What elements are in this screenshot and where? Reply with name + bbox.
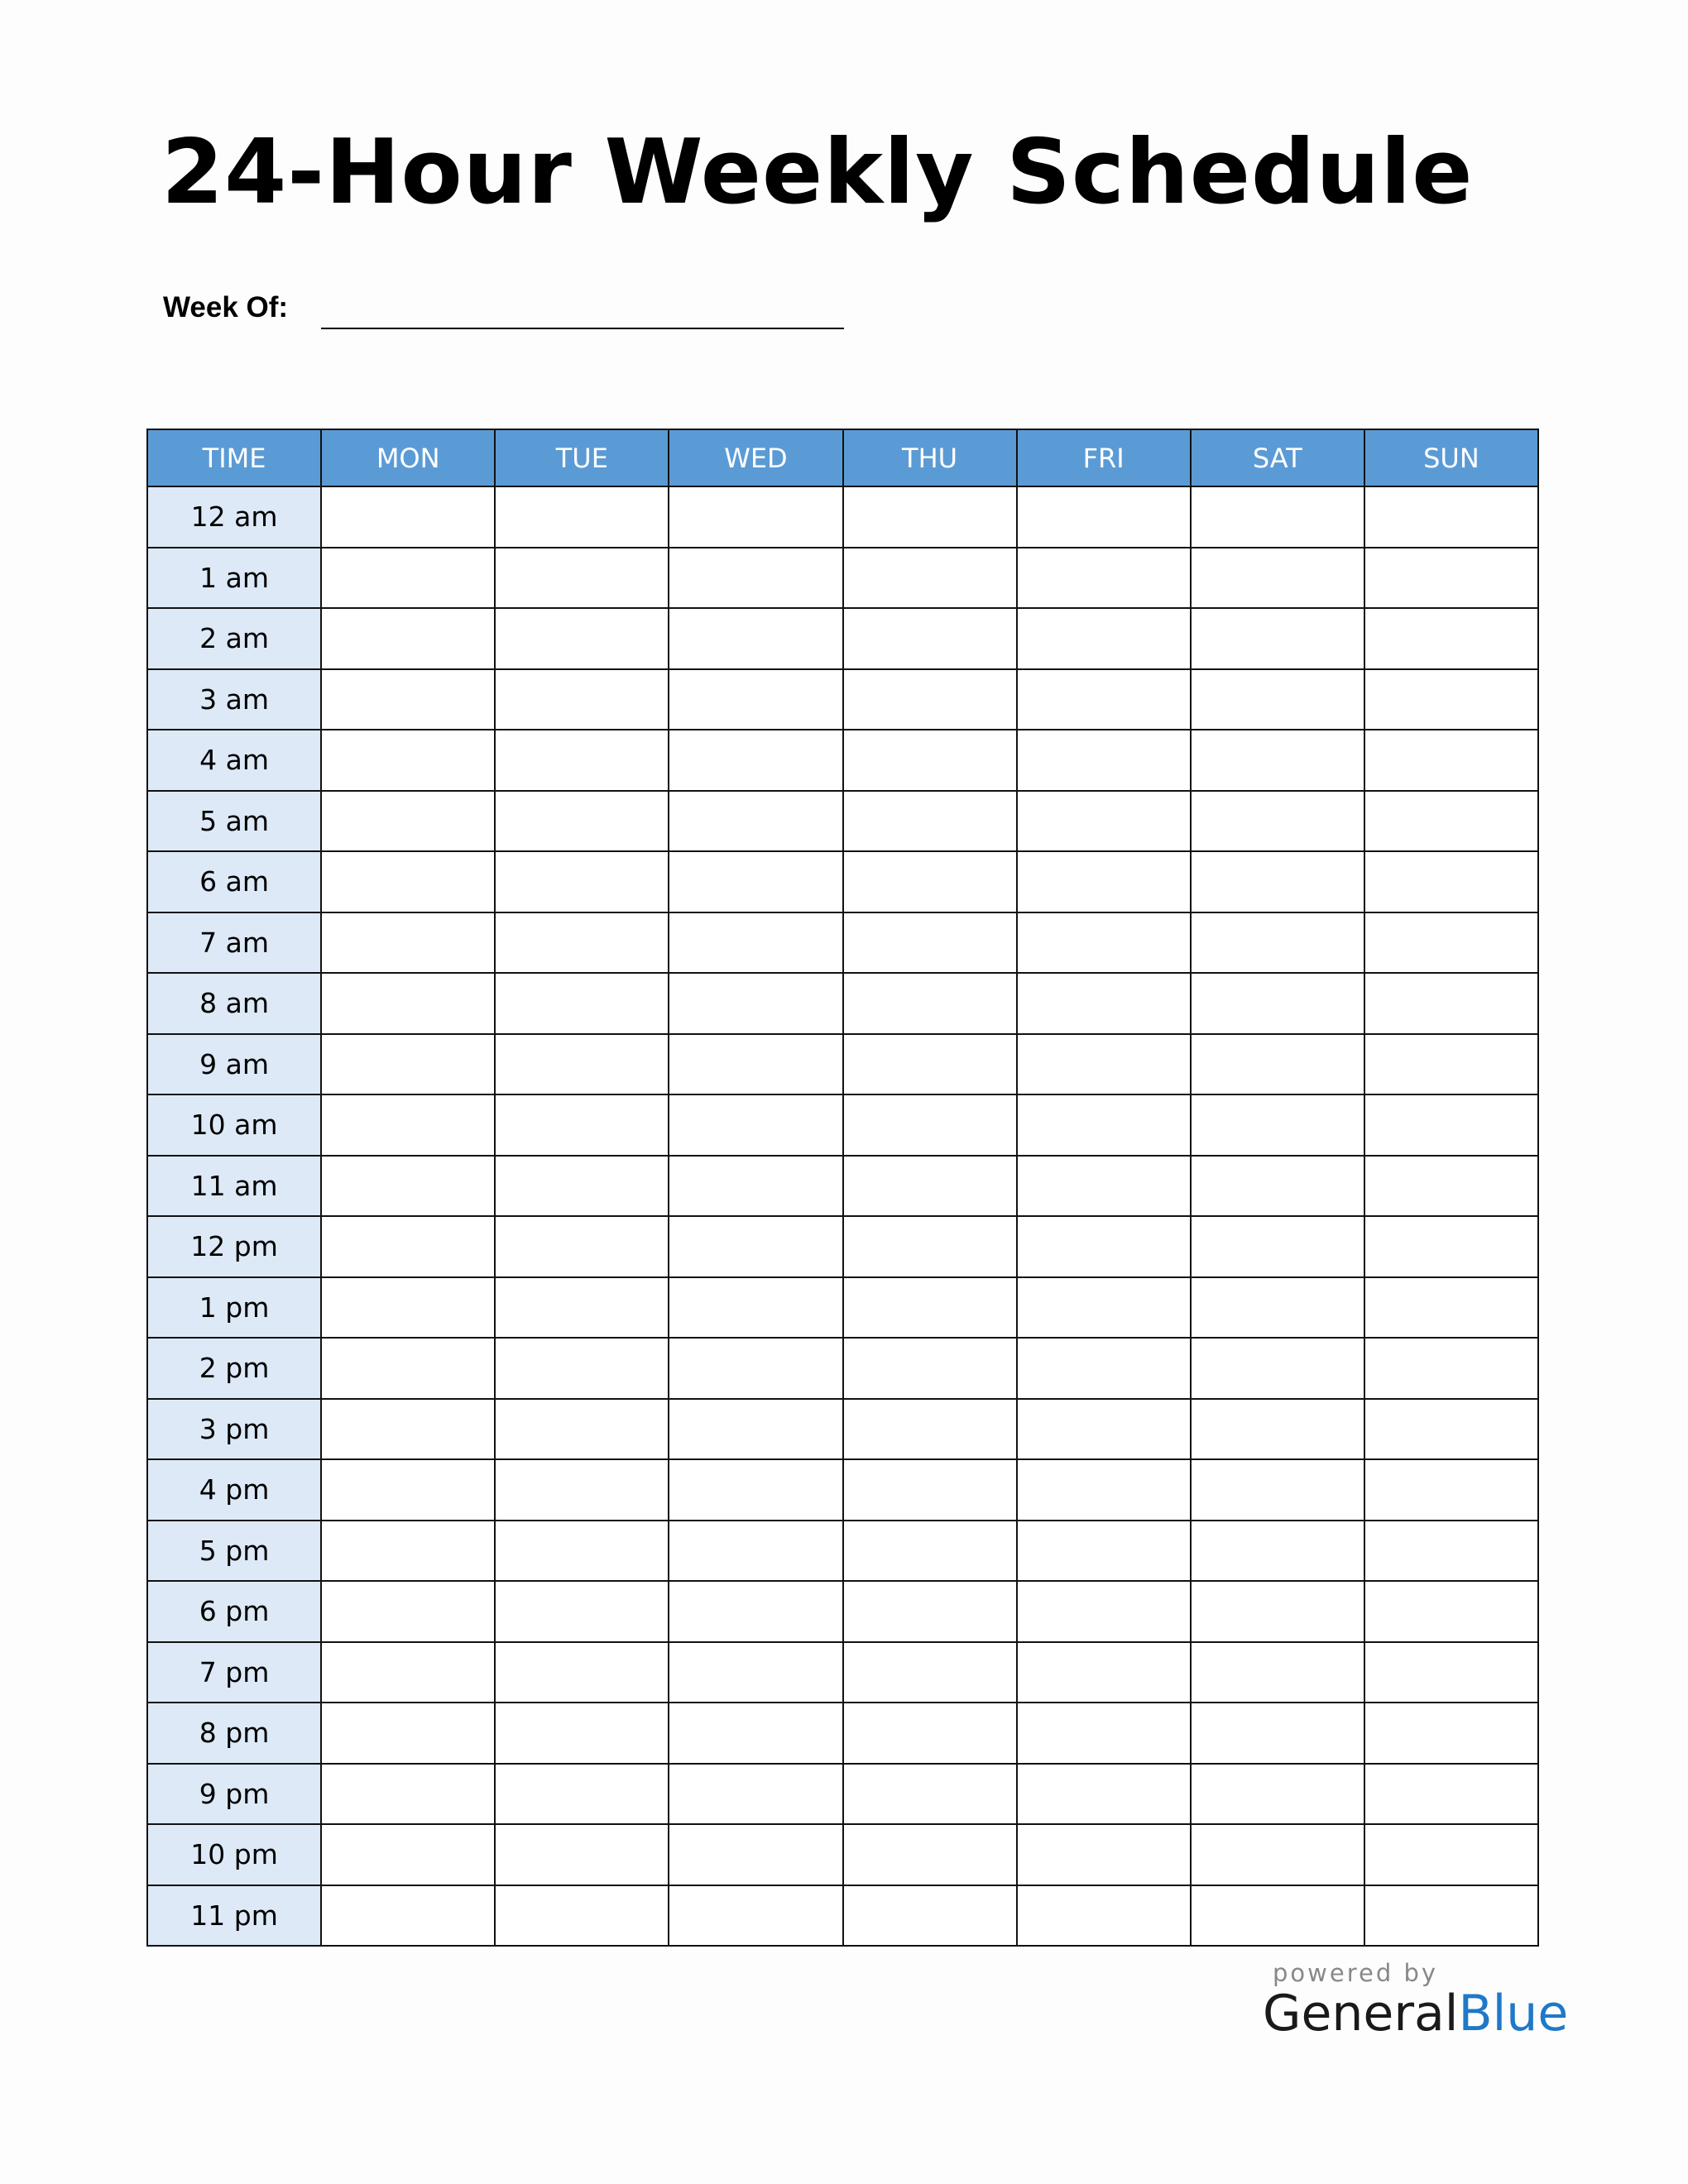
schedule-cell-fri[interactable] — [1017, 1703, 1191, 1764]
table-row — [147, 1094, 1538, 1156]
header-row — [147, 429, 1538, 486]
schedule-cell-mon[interactable] — [321, 1642, 495, 1703]
schedule-cell-fri[interactable] — [1017, 1034, 1191, 1095]
table-row — [147, 1581, 1538, 1642]
schedule-cell-mon[interactable] — [321, 791, 495, 852]
schedule-cell-wed[interactable] — [669, 973, 842, 1034]
schedule-cell-sun[interactable] — [1364, 1156, 1538, 1217]
schedule-cell-wed[interactable] — [669, 1642, 842, 1703]
schedule-table — [146, 429, 1539, 1947]
schedule-cell-mon[interactable] — [321, 1156, 495, 1217]
schedule-cell-sun[interactable] — [1364, 1703, 1538, 1764]
time-cell: 5 am — [147, 791, 321, 852]
schedule-cell-sun[interactable] — [1364, 1459, 1538, 1521]
schedule-cell-wed[interactable] — [669, 1824, 842, 1885]
week-of-input-line[interactable] — [321, 328, 844, 329]
schedule-cell-wed[interactable] — [669, 730, 842, 791]
schedule-cell-tue[interactable] — [495, 548, 669, 609]
time-cell: 8 am — [147, 973, 321, 1034]
schedule-cell-wed[interactable] — [669, 1216, 842, 1277]
schedule-cell-sat[interactable] — [1191, 1642, 1364, 1703]
schedule-cell-thu[interactable] — [843, 1094, 1017, 1156]
time-cell: 10 am — [147, 1094, 321, 1156]
schedule-cell-thu[interactable] — [843, 669, 1017, 730]
schedule-cell-sun[interactable] — [1364, 1521, 1538, 1582]
time-cell: 3 am — [147, 669, 321, 730]
schedule-cell-tue[interactable] — [495, 791, 669, 852]
time-cell: 7 pm — [147, 1642, 321, 1703]
schedule-cell-sun[interactable] — [1364, 1642, 1538, 1703]
schedule-cell-sun[interactable] — [1364, 1094, 1538, 1156]
schedule-cell-mon[interactable] — [321, 851, 495, 912]
schedule-cell-mon[interactable] — [321, 1338, 495, 1399]
schedule-cell-tue[interactable] — [495, 851, 669, 912]
schedule-cell-mon[interactable] — [321, 1399, 495, 1460]
schedule-cell-sat[interactable] — [1191, 791, 1364, 852]
schedule-cell-tue[interactable] — [495, 1094, 669, 1156]
schedule-cell-sat[interactable] — [1191, 1764, 1364, 1825]
table-row — [147, 608, 1538, 669]
schedule-cell-tue[interactable] — [495, 1216, 669, 1277]
table-row — [147, 912, 1538, 974]
schedule-cell-mon[interactable] — [321, 1521, 495, 1582]
schedule-cell-fri[interactable] — [1017, 1399, 1191, 1460]
schedule-cell-tue[interactable] — [495, 1581, 669, 1642]
schedule-cell-tue[interactable] — [495, 486, 669, 548]
schedule-cell-sun[interactable] — [1364, 669, 1538, 730]
schedule-cell-fri[interactable] — [1017, 1216, 1191, 1277]
schedule-cell-tue[interactable] — [495, 1521, 669, 1582]
time-cell: 1 am — [147, 548, 321, 609]
schedule-cell-wed[interactable] — [669, 851, 842, 912]
time-cell: 12 am — [147, 486, 321, 548]
schedule-cell-mon[interactable] — [321, 669, 495, 730]
schedule-cell-thu[interactable] — [843, 1885, 1017, 1947]
schedule-cell-mon[interactable] — [321, 1824, 495, 1885]
schedule-cell-wed[interactable] — [669, 1034, 842, 1095]
column-header-time: TIME — [147, 429, 321, 486]
schedule-cell-thu[interactable] — [843, 730, 1017, 791]
schedule-cell-fri[interactable] — [1017, 730, 1191, 791]
schedule-cell-sat[interactable] — [1191, 973, 1364, 1034]
schedule-cell-wed[interactable] — [669, 548, 842, 609]
schedule-cell-fri[interactable] — [1017, 1459, 1191, 1521]
table-row — [147, 973, 1538, 1034]
time-cell: 10 pm — [147, 1824, 321, 1885]
schedule-cell-fri[interactable] — [1017, 1156, 1191, 1217]
schedule-cell-fri[interactable] — [1017, 608, 1191, 669]
schedule-cell-sat[interactable] — [1191, 1156, 1364, 1217]
schedule-cell-sun[interactable] — [1364, 1399, 1538, 1460]
schedule-cell-fri[interactable] — [1017, 1581, 1191, 1642]
time-cell: 2 pm — [147, 1338, 321, 1399]
schedule-cell-fri[interactable] — [1017, 669, 1191, 730]
schedule-cell-sat[interactable] — [1191, 486, 1364, 548]
schedule-cell-thu[interactable] — [843, 1642, 1017, 1703]
schedule-cell-sat[interactable] — [1191, 1034, 1364, 1095]
schedule-cell-fri[interactable] — [1017, 1338, 1191, 1399]
table-row — [147, 1642, 1538, 1703]
schedule-cell-wed[interactable] — [669, 1399, 842, 1460]
schedule-cell-sun[interactable] — [1364, 973, 1538, 1034]
schedule-cell-thu[interactable] — [843, 1216, 1017, 1277]
time-cell: 5 pm — [147, 1521, 321, 1582]
schedule-cell-wed[interactable] — [669, 1581, 842, 1642]
time-cell: 4 am — [147, 730, 321, 791]
table-row — [147, 1764, 1538, 1825]
schedule-cell-sat[interactable] — [1191, 730, 1364, 791]
schedule-cell-sat[interactable] — [1191, 1399, 1364, 1460]
schedule-cell-wed[interactable] — [669, 1764, 842, 1825]
schedule-cell-fri[interactable] — [1017, 1824, 1191, 1885]
schedule-cell-wed[interactable] — [669, 1521, 842, 1582]
schedule-cell-wed[interactable] — [669, 791, 842, 852]
schedule-cell-mon[interactable] — [321, 973, 495, 1034]
column-header-wed: WED — [669, 429, 842, 486]
week-of-label: Week Of: — [163, 291, 289, 323]
schedule-cell-fri[interactable] — [1017, 486, 1191, 548]
column-header-tue: TUE — [495, 429, 669, 486]
generalblue-logo — [1263, 1985, 1569, 2043]
schedule-cell-sun[interactable] — [1364, 851, 1538, 912]
schedule-cell-thu[interactable] — [843, 1703, 1017, 1764]
schedule-cell-sat[interactable] — [1191, 1094, 1364, 1156]
time-cell: 2 am — [147, 608, 321, 669]
schedule-cell-thu[interactable] — [843, 791, 1017, 852]
time-cell: 9 pm — [147, 1764, 321, 1825]
schedule-cell-mon[interactable] — [321, 1459, 495, 1521]
table-row — [147, 1885, 1538, 1947]
schedule-cell-tue[interactable] — [495, 973, 669, 1034]
schedule-cell-sat[interactable] — [1191, 1581, 1364, 1642]
schedule-cell-sun[interactable] — [1364, 730, 1538, 791]
schedule-cell-tue[interactable] — [495, 1277, 669, 1339]
schedule-cell-thu[interactable] — [843, 851, 1017, 912]
table-row — [147, 1521, 1538, 1582]
schedule-cell-thu[interactable] — [843, 1764, 1017, 1825]
schedule-cell-thu[interactable] — [843, 608, 1017, 669]
table-row — [147, 1459, 1538, 1521]
schedule-cell-fri[interactable] — [1017, 1764, 1191, 1825]
table-row — [147, 486, 1538, 548]
page-title: 24-Hour Weekly Schedule — [161, 121, 1474, 224]
schedule-cell-sun[interactable] — [1364, 1034, 1538, 1095]
schedule-cell-fri[interactable] — [1017, 1885, 1191, 1947]
schedule-cell-sat[interactable] — [1191, 1277, 1364, 1339]
schedule-cell-mon[interactable] — [321, 608, 495, 669]
schedule-cell-sun[interactable] — [1364, 608, 1538, 669]
schedule-body — [147, 486, 1538, 1946]
time-cell: 11 pm — [147, 1885, 321, 1947]
schedule-cell-fri[interactable] — [1017, 973, 1191, 1034]
schedule-cell-sun[interactable] — [1364, 1216, 1538, 1277]
schedule-cell-sat[interactable] — [1191, 608, 1364, 669]
schedule-cell-sun[interactable] — [1364, 486, 1538, 548]
column-header-thu: THU — [843, 429, 1017, 486]
schedule-cell-sat[interactable] — [1191, 1459, 1364, 1521]
time-cell: 7 am — [147, 912, 321, 974]
schedule-cell-sat[interactable] — [1191, 1521, 1364, 1582]
schedule-cell-wed[interactable] — [669, 486, 842, 548]
schedule-cell-fri[interactable] — [1017, 1642, 1191, 1703]
table-row — [147, 730, 1538, 791]
table-row — [147, 1703, 1538, 1764]
time-cell: 1 pm — [147, 1277, 321, 1339]
table-row — [147, 851, 1538, 912]
schedule-cell-tue[interactable] — [495, 608, 669, 669]
schedule-cell-thu[interactable] — [843, 912, 1017, 974]
schedule-cell-sun[interactable] — [1364, 1824, 1538, 1885]
column-header-sun: SUN — [1364, 429, 1538, 486]
schedule-cell-sun[interactable] — [1364, 1764, 1538, 1825]
schedule-cell-wed[interactable] — [669, 1885, 842, 1947]
table-row — [147, 669, 1538, 730]
schedule-cell-thu[interactable] — [843, 1034, 1017, 1095]
schedule-cell-sun[interactable] — [1364, 1885, 1538, 1947]
table-row — [147, 1277, 1538, 1339]
schedule-cell-thu[interactable] — [843, 1156, 1017, 1217]
schedule-cell-mon[interactable] — [321, 1277, 495, 1339]
schedule-cell-thu[interactable] — [843, 1399, 1017, 1460]
schedule-cell-thu[interactable] — [843, 1824, 1017, 1885]
schedule-cell-mon[interactable] — [321, 1216, 495, 1277]
schedule-cell-thu[interactable] — [843, 973, 1017, 1034]
schedule-cell-sun[interactable] — [1364, 791, 1538, 852]
schedule-cell-tue[interactable] — [495, 1399, 669, 1460]
schedule-cell-tue[interactable] — [495, 1459, 669, 1521]
schedule-cell-mon[interactable] — [321, 1034, 495, 1095]
time-cell: 11 am — [147, 1156, 321, 1217]
schedule-cell-wed[interactable] — [669, 1277, 842, 1339]
schedule-cell-sat[interactable] — [1191, 548, 1364, 609]
schedule-cell-mon[interactable] — [321, 486, 495, 548]
schedule-cell-mon[interactable] — [321, 730, 495, 791]
schedule-cell-mon[interactable] — [321, 1581, 495, 1642]
schedule-cell-mon[interactable] — [321, 1764, 495, 1825]
time-cell: 12 pm — [147, 1216, 321, 1277]
schedule-cell-sat[interactable] — [1191, 1216, 1364, 1277]
table-row — [147, 548, 1538, 609]
schedule-cell-thu[interactable] — [843, 1521, 1017, 1582]
schedule-cell-sat[interactable] — [1191, 1338, 1364, 1399]
time-cell: 6 am — [147, 851, 321, 912]
schedule-cell-sat[interactable] — [1191, 669, 1364, 730]
schedule-cell-mon[interactable] — [321, 1885, 495, 1947]
schedule-cell-tue[interactable] — [495, 912, 669, 974]
schedule-cell-sat[interactable] — [1191, 1824, 1364, 1885]
schedule-cell-tue[interactable] — [495, 730, 669, 791]
schedule-cell-thu[interactable] — [843, 1581, 1017, 1642]
schedule-cell-sat[interactable] — [1191, 1885, 1364, 1947]
schedule-cell-thu[interactable] — [843, 548, 1017, 609]
time-cell: 3 pm — [147, 1399, 321, 1460]
schedule-cell-sat[interactable] — [1191, 851, 1364, 912]
schedule-cell-wed[interactable] — [669, 669, 842, 730]
schedule-cell-wed[interactable] — [669, 912, 842, 974]
schedule-cell-thu[interactable] — [843, 486, 1017, 548]
time-cell: 9 am — [147, 1034, 321, 1095]
table-row — [147, 1034, 1538, 1095]
time-cell: 6 pm — [147, 1581, 321, 1642]
brand-part-blue: Blue — [1458, 1985, 1569, 2043]
schedule-cell-thu[interactable] — [843, 1459, 1017, 1521]
schedule-cell-sun[interactable] — [1364, 548, 1538, 609]
column-header-fri: FRI — [1017, 429, 1191, 486]
schedule-cell-sun[interactable] — [1364, 1338, 1538, 1399]
brand-part-general: General — [1263, 1985, 1459, 2043]
schedule-cell-tue[interactable] — [495, 1156, 669, 1217]
table-row — [147, 1824, 1538, 1885]
schedule-cell-sat[interactable] — [1191, 1703, 1364, 1764]
schedule-cell-wed[interactable] — [669, 1094, 842, 1156]
table-row — [147, 1156, 1538, 1217]
schedule-cell-mon[interactable] — [321, 1094, 495, 1156]
schedule-cell-fri[interactable] — [1017, 548, 1191, 609]
schedule-cell-sun[interactable] — [1364, 912, 1538, 974]
column-header-mon: MON — [321, 429, 495, 486]
column-header-sat: SAT — [1191, 429, 1364, 486]
table-row — [147, 1399, 1538, 1460]
schedule-cell-tue[interactable] — [495, 1338, 669, 1399]
table-row — [147, 1338, 1538, 1399]
schedule-cell-fri[interactable] — [1017, 912, 1191, 974]
schedule-cell-sun[interactable] — [1364, 1581, 1538, 1642]
schedule-cell-mon[interactable] — [321, 912, 495, 974]
schedule-cell-fri[interactable] — [1017, 1277, 1191, 1339]
schedule-cell-fri[interactable] — [1017, 1094, 1191, 1156]
schedule-cell-tue[interactable] — [495, 1824, 669, 1885]
schedule-cell-fri[interactable] — [1017, 851, 1191, 912]
schedule-cell-tue[interactable] — [495, 1885, 669, 1947]
schedule-cell-tue[interactable] — [495, 669, 669, 730]
schedule-cell-fri[interactable] — [1017, 1521, 1191, 1582]
schedule-cell-tue[interactable] — [495, 1764, 669, 1825]
schedule-cell-wed[interactable] — [669, 1459, 842, 1521]
schedule-cell-fri[interactable] — [1017, 791, 1191, 852]
schedule-cell-wed[interactable] — [669, 1703, 842, 1764]
time-cell: 8 pm — [147, 1703, 321, 1764]
schedule-cell-tue[interactable] — [495, 1034, 669, 1095]
schedule-cell-wed[interactable] — [669, 1156, 842, 1217]
schedule-cell-thu[interactable] — [843, 1277, 1017, 1339]
time-cell: 4 pm — [147, 1459, 321, 1521]
schedule-cell-sun[interactable] — [1364, 1277, 1538, 1339]
schedule-cell-tue[interactable] — [495, 1703, 669, 1764]
schedule-cell-wed[interactable] — [669, 608, 842, 669]
table-row — [147, 791, 1538, 852]
schedule-cell-mon[interactable] — [321, 1703, 495, 1764]
schedule-cell-mon[interactable] — [321, 548, 495, 609]
table-row — [147, 1216, 1538, 1277]
schedule-cell-wed[interactable] — [669, 1338, 842, 1399]
powered-by-text: powered by — [1273, 1959, 1439, 1987]
schedule-cell-thu[interactable] — [843, 1338, 1017, 1399]
schedule-cell-tue[interactable] — [495, 1642, 669, 1703]
schedule-cell-sat[interactable] — [1191, 912, 1364, 974]
